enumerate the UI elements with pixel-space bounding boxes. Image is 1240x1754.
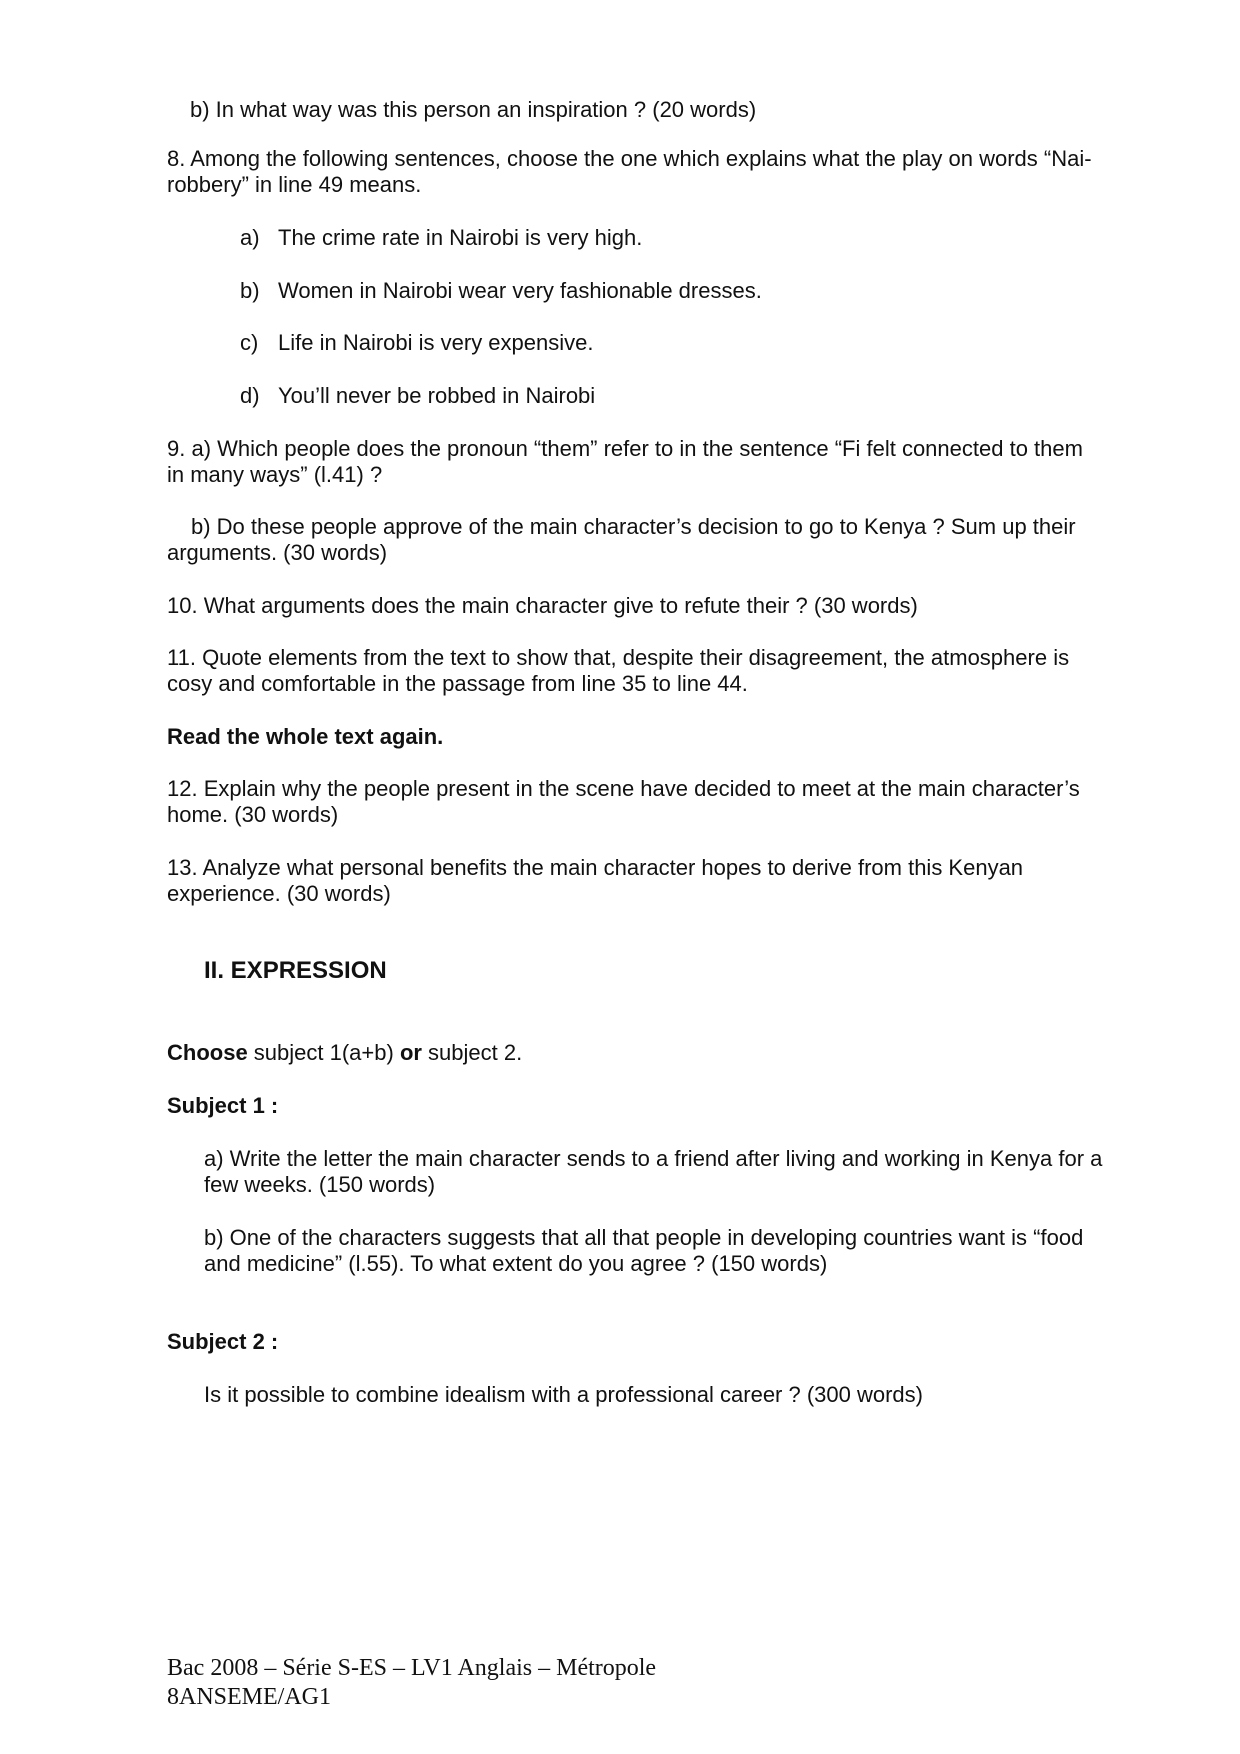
- footer-line-2: 8ANSEME/AG1: [167, 1684, 332, 1710]
- subject-1b: b) One of the characters suggests that all that people in developing countries want is “food and medicine” (l.55). To what extent do you agree ? (150 words): [204, 1225, 1084, 1276]
- choose-text-1: subject 1(a+b): [247, 1040, 400, 1065]
- option-a: [240, 225, 642, 251]
- question-8: 8. Among the following sentences, choose the one which explains what the play on words “Nai-robbery” in line 49 means.: [167, 146, 1092, 197]
- option-c: [240, 330, 593, 356]
- or-bold: or: [399, 1040, 422, 1065]
- footer-line-1: Bac 2008 – Série S-ES – LV1 Anglais – Métropole: [167, 1655, 657, 1681]
- choose-text-2: subject 2.: [421, 1040, 523, 1065]
- question-10: 10. What arguments does the main character give to refute their ? (30 words): [167, 593, 918, 618]
- option-label: b): [240, 278, 260, 303]
- choose-instruction: [167, 1040, 1102, 1066]
- option-label: c): [240, 330, 259, 355]
- subject-1-title: Subject 1 :: [167, 1093, 279, 1118]
- option-text: Women in Nairobi wear very fashionable dresses.: [278, 278, 762, 303]
- question-12: 12. Explain why the people present in the scene have decided to meet at the main character’s home. (30 words): [167, 776, 1080, 827]
- question-9a: 9. a) Which people does the pronoun “them” refer to in the sentence “Fi felt connected to them in many ways” (l.41) ?: [167, 436, 1083, 487]
- footer: [167, 1654, 656, 1712]
- option-b: [240, 278, 762, 304]
- option-text: Life in Nairobi is very expensive.: [278, 330, 594, 355]
- question-9b: b) Do these people approve of the main character’s decision to go to Kenya ? Sum up their arguments. (30 words): [167, 514, 1076, 565]
- option-d: [240, 383, 595, 409]
- section-title: II. EXPRESSION: [204, 957, 387, 984]
- read-again-instruction: Read the whole text again.: [167, 724, 444, 749]
- question-13: 13. Analyze what personal benefits the main character hopes to derive from this Kenyan experience. (30 words): [167, 855, 1024, 906]
- subject-1a: a) Write the letter the main character sends to a friend after living and working in Kenya for a few weeks. (150 words): [204, 1146, 1103, 1197]
- option-text: The crime rate in Nairobi is very high.: [278, 225, 643, 250]
- subject-2-title: Subject 2 :: [167, 1329, 279, 1354]
- question-7b: b) In what way was this person an inspiration ? (20 words): [190, 97, 757, 122]
- option-label: a): [240, 225, 260, 250]
- option-label: d): [240, 383, 260, 408]
- choose-bold: Choose: [167, 1040, 248, 1065]
- question-11: 11. Quote elements from the text to show that, despite their disagreement, the atmosphere is cosy and comfortable in the passage from line 35 to line 44.: [167, 645, 1070, 696]
- subject-2-text: Is it possible to combine idealism with a professional career ? (300 words): [204, 1382, 923, 1407]
- option-text: You’ll never be robbed in Nairobi: [278, 383, 596, 408]
